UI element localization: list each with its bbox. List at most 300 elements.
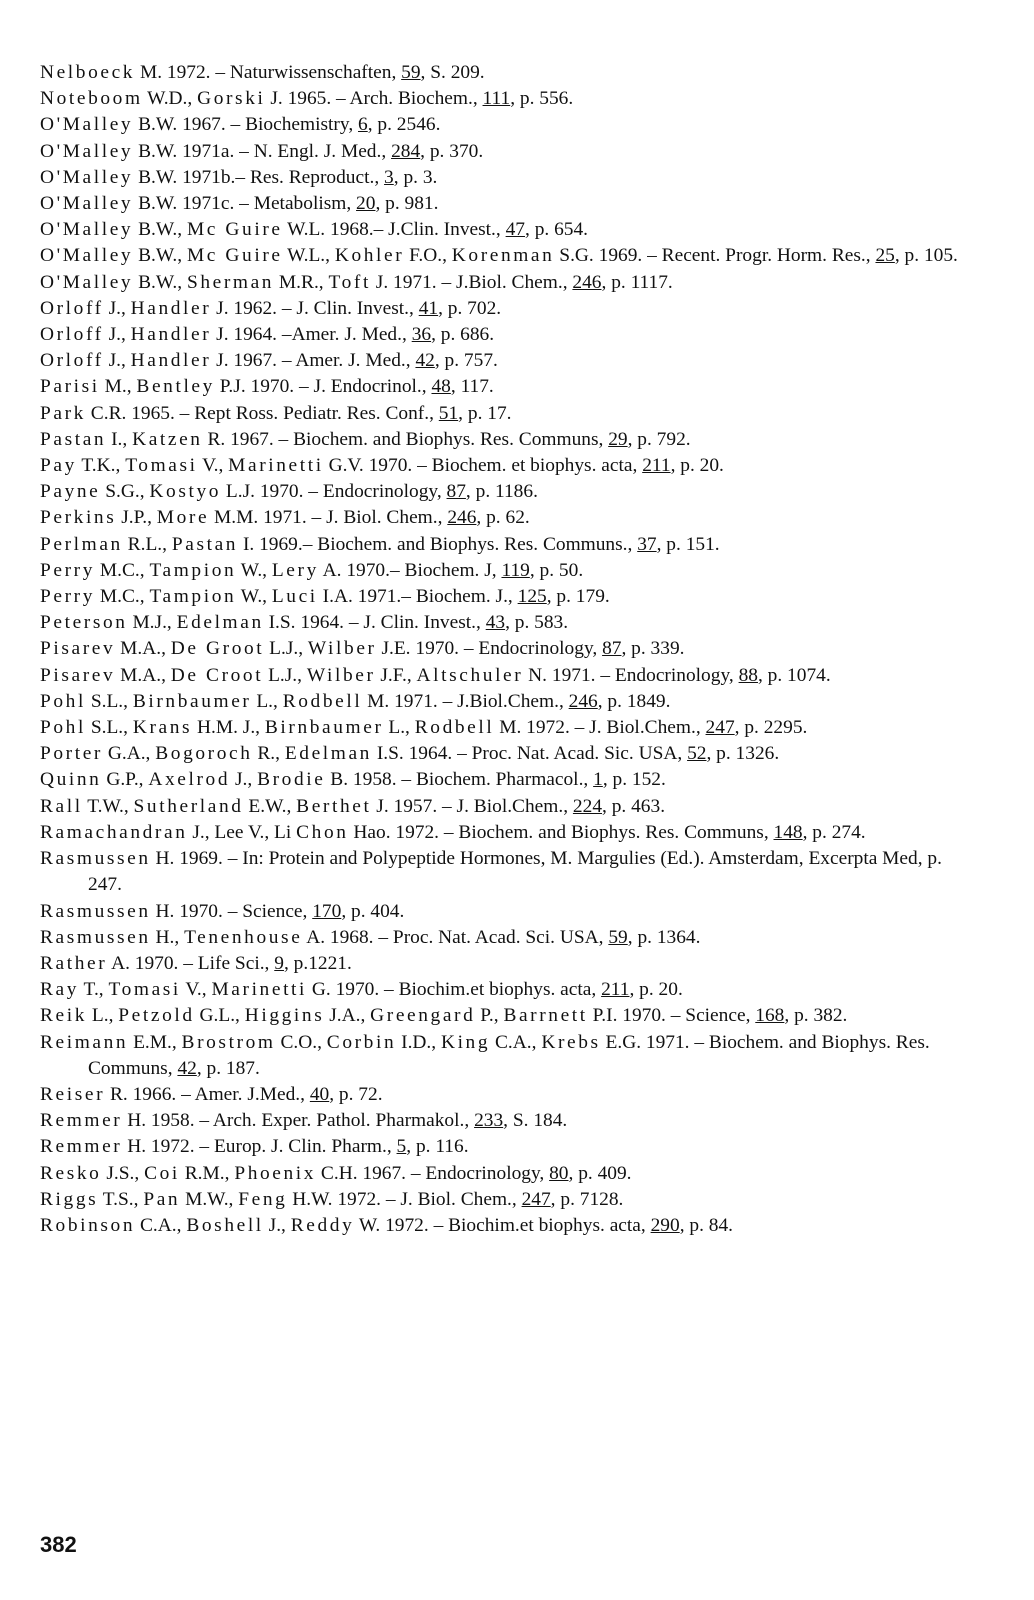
author-surname: Katzen xyxy=(132,428,203,450)
page-reference: , p. 1074. xyxy=(757,664,831,686)
author-surname: Corbin xyxy=(326,1031,397,1053)
citation-text: B.W., xyxy=(133,219,187,241)
citation-text: L., xyxy=(383,717,415,739)
author-surname: Ray xyxy=(40,979,80,1001)
citation-text: J.F., xyxy=(375,664,417,686)
author-surname: Rather xyxy=(40,952,108,974)
author-surname: Boshell xyxy=(186,1214,264,1236)
reference-entry xyxy=(40,925,980,951)
citation-text: W.L., xyxy=(282,245,335,267)
author-surname: Mc Guire xyxy=(186,245,283,267)
volume-number: 284 xyxy=(391,140,421,162)
author-surname: Wilber xyxy=(306,664,376,686)
page-reference: , p. 1186. xyxy=(465,481,538,503)
volume-number: 1 xyxy=(593,769,603,791)
reference-entry xyxy=(40,217,980,243)
author-surname: Pay xyxy=(40,455,77,477)
author-surname: Remmer xyxy=(40,1136,123,1158)
page-reference: , S. 184. xyxy=(503,1110,568,1132)
citation-text: M. 1971. – J.Biol.Chem., xyxy=(362,690,569,712)
reference-list xyxy=(40,60,980,1239)
citation-text: P.J. 1970. – J. Endocrinol., xyxy=(214,376,432,398)
page-reference: , p. 404. xyxy=(341,900,405,922)
citation-text: M. 1972. – Naturwissenschaften, xyxy=(135,62,402,83)
author-surname: Berthet xyxy=(296,795,372,817)
volume-number: 87 xyxy=(446,481,466,503)
volume-number: 290 xyxy=(650,1214,680,1236)
page-reference: , p. 409. xyxy=(568,1162,632,1184)
citation-text: T.K., xyxy=(76,455,126,477)
page-reference: , p. 187. xyxy=(196,1057,260,1079)
citation-text: J. 1962. – J. Clin. Invest., xyxy=(211,297,419,319)
author-surname: Sutherland xyxy=(133,795,244,817)
citation-text: M.C., xyxy=(95,586,150,608)
reference-entry xyxy=(40,794,980,820)
author-surname: Orloff xyxy=(40,350,104,372)
author-surname: Sherman xyxy=(186,271,275,293)
reference-entry xyxy=(40,767,980,793)
citation-text: G.V. 1970. – Biochem. et biophys. acta, xyxy=(323,455,643,477)
page-reference: , p. 339. xyxy=(621,638,685,660)
author-surname: Perry xyxy=(40,586,96,608)
author-surname: Petzold xyxy=(118,1005,195,1027)
page-reference: , 117. xyxy=(450,376,494,398)
citation-text: C.A., xyxy=(490,1031,542,1053)
reference-entry xyxy=(40,1187,980,1213)
author-surname: Noteboom xyxy=(40,88,143,110)
citation-text: V., xyxy=(197,455,229,477)
reference-entry xyxy=(40,584,980,610)
volume-number: 111 xyxy=(482,88,511,110)
page-reference: , p. 7128. xyxy=(550,1188,624,1210)
reference-entry xyxy=(40,374,980,400)
page-reference: , p. 654. xyxy=(525,219,589,241)
author-surname: Rasmussen xyxy=(40,848,151,870)
page-reference: , p. 274. xyxy=(802,821,866,843)
citation-text: L., xyxy=(87,1005,119,1027)
author-surname: Ramachandran xyxy=(40,821,188,843)
citation-text: L., xyxy=(251,690,283,712)
page-reference: , p. 20. xyxy=(670,455,724,477)
reference-entry xyxy=(40,532,980,558)
author-surname: Mc Guire xyxy=(186,219,283,241)
citation-text: Hao. 1972. – Biochem. and Biophys. Res. Communs, xyxy=(348,821,774,843)
reference-entry xyxy=(40,322,980,348)
author-surname: O'Malley xyxy=(40,193,134,215)
author-surname: Korenman xyxy=(451,245,555,267)
citation-text: J.E. 1970. – Endocrinology, xyxy=(376,638,603,660)
volume-number: 47 xyxy=(505,219,525,241)
author-surname: Rasmussen xyxy=(40,900,151,922)
author-surname: O'Malley xyxy=(40,219,134,241)
reference-entry xyxy=(40,1213,980,1239)
citation-text: P., xyxy=(475,1005,504,1027)
author-surname: Pan xyxy=(143,1188,181,1210)
author-surname: Pohl xyxy=(40,717,86,739)
page-reference: , p. 702. xyxy=(438,297,502,319)
author-surname: Rall xyxy=(40,795,83,817)
citation-text: J. 1964. –Amer. J. Med., xyxy=(211,324,412,346)
author-surname: Lery xyxy=(271,559,319,581)
page-reference: , p. 3. xyxy=(393,166,438,188)
volume-number: 37 xyxy=(637,533,657,555)
citation-text: C.H. 1967. – Endocrinology, xyxy=(316,1162,550,1184)
volume-number: 43 xyxy=(485,612,506,634)
author-surname: Payne xyxy=(40,481,101,503)
author-surname: Orloff xyxy=(40,324,104,346)
citation-text: H. 1972. – Europ. J. Clin. Pharm., xyxy=(122,1136,397,1158)
citation-text: R. 1966. – Amer. J.Med., xyxy=(105,1083,310,1105)
citation-text: C.A., xyxy=(135,1214,187,1236)
citation-text: T.W., xyxy=(82,795,134,817)
citation-text: J., xyxy=(103,297,131,319)
page-reference: , p. 179. xyxy=(546,586,610,608)
reference-entry xyxy=(40,505,980,531)
citation-text: B.W. 1967. – Biochemistry, xyxy=(133,114,359,136)
volume-number: 119 xyxy=(501,559,530,581)
citation-text: H.W. 1972. – J. Biol. Chem., xyxy=(287,1188,522,1210)
reference-entry xyxy=(40,636,980,662)
author-surname: Rodbell xyxy=(282,690,363,712)
author-surname: Barrnett xyxy=(503,1005,588,1027)
reference-entry xyxy=(40,820,980,846)
citation-text: B.W., xyxy=(133,271,187,293)
author-surname: Handler xyxy=(130,297,212,319)
reference-entry xyxy=(40,401,980,427)
citation-text: M.R., xyxy=(274,271,329,293)
volume-number: 87 xyxy=(602,638,622,660)
page-reference: , S. 209. xyxy=(420,62,485,83)
volume-number: 211 xyxy=(642,455,671,477)
author-surname: More xyxy=(156,507,210,529)
page-reference: , p. 116. xyxy=(406,1136,469,1158)
volume-number: 246 xyxy=(447,507,477,529)
volume-number: 233 xyxy=(474,1110,504,1132)
citation-text: E.W., xyxy=(243,795,297,817)
reference-entry xyxy=(40,165,980,191)
page-reference: , p. 152. xyxy=(602,769,666,791)
author-surname: Park xyxy=(40,402,86,424)
reference-entry xyxy=(40,348,980,374)
volume-number: 170 xyxy=(312,900,342,922)
reference-entry xyxy=(40,663,980,689)
author-surname: Reimann xyxy=(40,1031,129,1053)
page-reference: , p. 583. xyxy=(505,612,569,634)
citation-text: I.S. 1964. – J. Clin. Invest., xyxy=(263,612,486,634)
author-surname: Pastan xyxy=(171,533,239,555)
page-reference: , p. 105. xyxy=(894,245,958,267)
reference-entry xyxy=(40,1003,980,1029)
author-surname: O'Malley xyxy=(40,245,134,267)
author-surname: Krebs xyxy=(541,1031,601,1053)
reference-entry xyxy=(40,1108,980,1134)
citation-text: C.R. 1965. – Rept Ross. Pediatr. Res. Conf., xyxy=(85,402,439,424)
volume-number: 48 xyxy=(431,376,451,398)
reference-entry xyxy=(40,977,980,1003)
citation-text: J., Lee V., Li xyxy=(187,821,297,843)
citation-text: J.A., xyxy=(324,1005,371,1027)
citation-text: J. 1965. – Arch. Biochem., xyxy=(265,88,483,110)
reference-entry xyxy=(40,427,980,453)
citation-text: A. 1970.– Biochem. J, xyxy=(318,559,502,581)
author-surname: Handler xyxy=(130,324,212,346)
page-reference: , p. 84. xyxy=(679,1214,734,1236)
citation-text: H. 1970. – Science, xyxy=(150,900,313,922)
citation-text: W.L. 1968.– J.Clin. Invest., xyxy=(282,219,506,241)
page-reference: , p. 72. xyxy=(329,1083,383,1105)
citation-text: J. 1967. – Amer. J. Med., xyxy=(211,350,416,372)
page-reference: , p. 463. xyxy=(602,795,666,817)
volume-number: 59 xyxy=(608,926,628,948)
author-surname: Bentley xyxy=(136,376,215,398)
citation-text: B. 1958. – Biochem. Pharmacol., xyxy=(325,769,594,791)
author-surname: Porter xyxy=(40,743,103,765)
citation-text: T., xyxy=(79,979,109,1001)
citation-text: V., xyxy=(180,979,212,1001)
author-surname: Brodie xyxy=(257,769,326,791)
page-reference: , p. 151. xyxy=(656,533,720,555)
author-surname: Perry xyxy=(40,559,96,581)
page-reference: , p. 370. xyxy=(420,140,484,162)
volume-number: 25 xyxy=(875,245,895,267)
reference-entry xyxy=(40,191,980,217)
author-surname: Tomasi xyxy=(125,455,198,477)
reference-entry xyxy=(40,846,980,898)
author-surname: O'Malley xyxy=(40,166,134,188)
author-surname: Birnbaumer xyxy=(264,717,384,739)
citation-text: I.S. 1964. – Proc. Nat. Acad. Sic. USA, xyxy=(371,743,688,765)
page-reference: , p. 382. xyxy=(784,1005,848,1027)
citation-text: S.G., xyxy=(100,481,150,503)
citation-text: G.A., xyxy=(103,743,156,765)
author-surname: Higgins xyxy=(244,1005,325,1027)
citation-text: G. 1970. – Biochim.et biophys. acta, xyxy=(307,979,602,1001)
citation-text: S.L., xyxy=(85,690,133,712)
author-surname: Krans xyxy=(132,717,193,739)
author-surname: Kohler xyxy=(334,245,405,267)
reference-entry xyxy=(40,689,980,715)
reference-entry xyxy=(40,453,980,479)
page-reference: , p. 1849. xyxy=(597,690,671,712)
citation-text: G.L., xyxy=(194,1005,245,1027)
citation-text: A. 1970. – Life Sci., xyxy=(107,952,275,974)
reference-entry xyxy=(40,60,980,86)
author-surname: Perlman xyxy=(40,533,123,555)
author-surname: Tomasi xyxy=(108,979,181,1001)
author-surname: Marinetti xyxy=(228,455,324,477)
citation-text: H. 1969. – In: Protein and Polypeptide Hormones, M. Margulies (Ed.). Amsterdam, Excerpta Med, p. 247. xyxy=(88,848,942,896)
author-surname: Toft xyxy=(328,271,371,293)
page-reference: , p. 2295. xyxy=(734,717,808,739)
volume-number: 224 xyxy=(572,795,603,817)
volume-number: 42 xyxy=(177,1057,197,1079)
volume-number: 52 xyxy=(687,743,707,765)
volume-number: 5 xyxy=(396,1136,407,1158)
citation-text: I. 1969.– Biochem. and Biophys. Res. Communs., xyxy=(238,533,638,555)
citation-text: B.W. 1971b.– Res. Reproduct., xyxy=(133,166,385,188)
volume-number: 247 xyxy=(705,717,735,739)
author-surname: Coi xyxy=(144,1162,180,1184)
author-surname: Pisarev xyxy=(40,638,116,660)
author-surname: Remmer xyxy=(40,1110,123,1132)
author-surname: Kostyo xyxy=(149,481,222,503)
citation-text: A. 1968. – Proc. Nat. Acad. Sci. USA, xyxy=(302,926,609,948)
citation-text: J., xyxy=(263,1214,291,1236)
author-surname: Marinetti xyxy=(211,979,308,1001)
reference-entry xyxy=(40,112,980,138)
citation-text: J. 1971. – J.Biol. Chem., xyxy=(370,271,573,293)
citation-text: J., xyxy=(103,350,131,372)
author-surname: Feng xyxy=(238,1188,288,1210)
author-surname: Reiser xyxy=(40,1083,106,1105)
citation-text: H. 1958. – Arch. Exper. Pathol. Pharmakol., xyxy=(122,1110,475,1132)
citation-text: J. 1957. – J. Biol.Chem., xyxy=(371,795,573,817)
citation-text: W.D., xyxy=(142,88,198,110)
reference-entry xyxy=(40,270,980,296)
page-reference: , p.1221. xyxy=(283,952,352,974)
author-surname: Tenenhouse xyxy=(184,926,303,948)
author-surname: Edelman xyxy=(176,612,264,634)
citation-text: J., xyxy=(230,769,258,791)
author-surname: Quinn xyxy=(40,769,102,791)
volume-number: 29 xyxy=(608,428,628,450)
reference-entry xyxy=(40,139,980,165)
volume-number: 148 xyxy=(773,821,803,843)
reference-entry xyxy=(40,951,980,977)
citation-text: I.D., xyxy=(396,1031,441,1053)
page-reference: , p. 1364. xyxy=(627,926,701,948)
author-surname: Rodbell xyxy=(414,717,495,739)
page-reference: , p. 17. xyxy=(458,402,512,424)
volume-number: 88 xyxy=(738,664,758,686)
reference-entry xyxy=(40,86,980,112)
citation-text: I., xyxy=(106,428,133,450)
author-surname: O'Malley xyxy=(40,140,134,162)
citation-text: G.P., xyxy=(101,769,149,791)
author-surname: Bogoroch xyxy=(155,743,253,765)
author-surname: Pohl xyxy=(40,690,86,712)
author-surname: De Groot xyxy=(170,638,265,660)
citation-text: B.W. 1971a. – N. Engl. J. Med., xyxy=(133,140,392,162)
citation-text: R.M., xyxy=(179,1162,235,1184)
citation-text: M.C., xyxy=(95,559,150,581)
author-surname: Luci xyxy=(271,586,318,608)
page-reference: , p. 556. xyxy=(510,88,574,110)
citation-text: B.W. 1971c. – Metabolism, xyxy=(133,193,357,215)
page-reference: , p. 1326. xyxy=(706,743,780,765)
page-reference: , p. 981. xyxy=(375,193,439,215)
citation-text: H., xyxy=(150,926,185,948)
citation-text: M.M. 1971. – J. Biol. Chem., xyxy=(209,507,448,529)
author-surname: Resko xyxy=(40,1162,102,1184)
volume-number: 80 xyxy=(549,1162,569,1184)
volume-number: 40 xyxy=(309,1083,330,1105)
author-surname: Nelboeck xyxy=(40,62,136,83)
citation-text: I.A. 1971.– Biochem. J., xyxy=(317,586,518,608)
author-surname: De Croot xyxy=(170,664,264,686)
reference-entry xyxy=(40,1161,980,1187)
volume-number: 51 xyxy=(438,402,459,424)
reference-entry xyxy=(40,741,980,767)
citation-text: W. 1972. – Biochim.et biophys. acta, xyxy=(354,1214,651,1236)
volume-number: 41 xyxy=(418,297,439,319)
citation-text: P.I. 1970. – Science, xyxy=(587,1005,756,1027)
volume-number: 247 xyxy=(521,1188,551,1210)
author-surname: Edelman xyxy=(284,743,372,765)
citation-text: S.L., xyxy=(85,717,133,739)
volume-number: 246 xyxy=(572,271,602,293)
author-surname: Rasmussen xyxy=(40,926,151,948)
citation-text: M.A., xyxy=(115,664,171,686)
volume-number: 6 xyxy=(358,114,368,136)
author-surname: King xyxy=(440,1031,491,1053)
author-surname: Perkins xyxy=(40,507,117,529)
citation-text: S.G. 1969. – Recent. Progr. Horm. Res., xyxy=(554,245,876,267)
page-reference: , p. 2546. xyxy=(367,114,441,136)
reference-entry xyxy=(40,558,980,584)
author-surname: Tampion xyxy=(149,559,237,581)
citation-text: M., xyxy=(99,376,137,398)
page-reference: , p. 792. xyxy=(627,428,691,450)
author-surname: Birnbaumer xyxy=(132,690,252,712)
author-surname: Phoenix xyxy=(234,1162,317,1184)
author-surname: Tampion xyxy=(149,586,237,608)
citation-text: R.L., xyxy=(122,533,172,555)
volume-number: 42 xyxy=(415,350,435,372)
volume-number: 9 xyxy=(274,952,284,974)
volume-number: 20 xyxy=(356,193,376,215)
citation-text: M. 1972. – J. Biol.Chem., xyxy=(494,717,706,739)
citation-text: E.M., xyxy=(128,1031,182,1053)
citation-text: J.S., xyxy=(101,1162,145,1184)
volume-number: 59 xyxy=(401,62,421,83)
volume-number: 36 xyxy=(411,324,432,346)
citation-text: C.O., xyxy=(275,1031,327,1053)
reference-entry xyxy=(40,479,980,505)
citation-text: T.S., xyxy=(98,1188,144,1210)
reference-entry xyxy=(40,1030,980,1082)
volume-number: 168 xyxy=(755,1005,785,1027)
author-surname: Reddy xyxy=(290,1214,355,1236)
page-reference: , p. 686. xyxy=(431,324,495,346)
author-surname: Handler xyxy=(130,350,212,372)
citation-text: F.O., xyxy=(404,245,452,267)
reference-entry xyxy=(40,296,980,322)
author-surname: Wilber xyxy=(307,638,377,660)
author-surname: Orloff xyxy=(40,297,104,319)
author-surname: Gorski xyxy=(197,88,266,110)
author-surname: Riggs xyxy=(40,1188,99,1210)
citation-text: M.W., xyxy=(180,1188,239,1210)
citation-text: B.W., xyxy=(133,245,187,267)
author-surname: Peterson xyxy=(40,612,128,634)
page-reference: , p. 50. xyxy=(529,559,584,581)
citation-text: J., xyxy=(103,324,131,346)
author-surname: O'Malley xyxy=(40,271,134,293)
page-reference: , p. 1117. xyxy=(601,271,673,293)
volume-number: 125 xyxy=(517,586,547,608)
author-surname: Pastan xyxy=(40,428,107,450)
author-surname: Robinson xyxy=(40,1214,136,1236)
citation-text: M.J., xyxy=(127,612,177,634)
citation-text: W., xyxy=(236,586,272,608)
citation-text: M.A., xyxy=(115,638,171,660)
author-surname: Reik xyxy=(40,1005,88,1027)
reference-entry xyxy=(40,1082,980,1108)
citation-text: R. 1967. – Biochem. and Biophys. Res. Communs, xyxy=(202,428,609,450)
reference-entry xyxy=(40,610,980,636)
page-number: 382 xyxy=(40,1532,77,1557)
